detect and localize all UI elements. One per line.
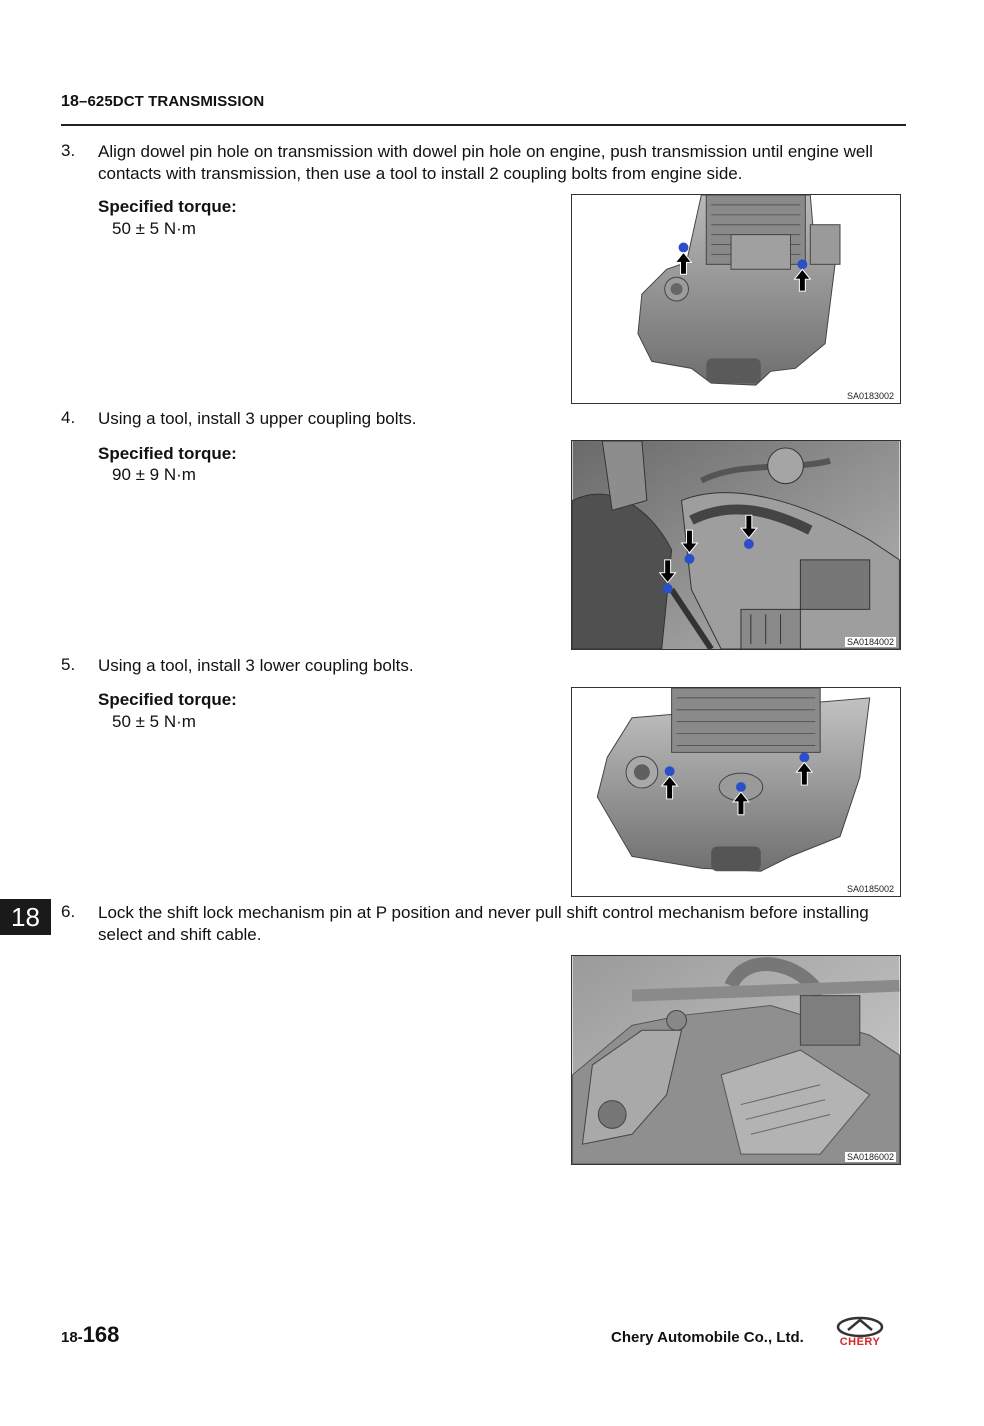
header-rule bbox=[61, 124, 906, 126]
step-6-text: Lock the shift lock mechanism pin at P position and never pull shift control mechanism before installing select and shift cable. bbox=[98, 903, 869, 944]
step-4-torque-label: Specified torque: bbox=[98, 444, 237, 463]
chapter-title: –625DCT TRANSMISSION bbox=[79, 93, 265, 110]
transmission-illustration bbox=[572, 195, 900, 403]
engine-bay-illustration bbox=[572, 441, 900, 649]
step-3-torque-label: Specified torque: bbox=[98, 197, 237, 216]
shift-lock-illustration bbox=[572, 956, 900, 1164]
figure-id: SA0185002 bbox=[846, 884, 894, 894]
page-number-value: 168 bbox=[82, 1322, 120, 1347]
step-3-number: 3. bbox=[61, 141, 76, 160]
logo-text: CHERY bbox=[839, 1336, 881, 1348]
chapter-tab: 18 bbox=[0, 899, 51, 935]
step-3-torque-value: 50 ± 5 N·m bbox=[112, 219, 196, 238]
step-3-text: Align dowel pin hole on transmission with dowel pin hole on engine, push transmission until engine well contacts with transmission, then use a tool to install 2 coupling bolts from engine side. bbox=[98, 142, 873, 183]
step-5-torque-value: 50 ± 5 N·m bbox=[112, 712, 196, 731]
figure-step-5 bbox=[571, 687, 901, 897]
page-prefix: 18- bbox=[61, 1329, 83, 1346]
step-6-number: 6. bbox=[61, 902, 76, 921]
page-header bbox=[61, 93, 264, 111]
figure-id: SA0183002 bbox=[846, 391, 894, 401]
step-4-number: 4. bbox=[61, 408, 76, 427]
page-number bbox=[61, 1322, 119, 1348]
company-name: Chery Automobile Co., Ltd. bbox=[611, 1329, 804, 1346]
figure-id: SA0184002 bbox=[846, 637, 894, 647]
step-5-number: 5. bbox=[61, 655, 76, 674]
step-4-text: Using a tool, install 3 upper coupling bolts. bbox=[98, 409, 417, 428]
figure-step-3 bbox=[571, 194, 901, 404]
step-4-torque-value: 90 ± 9 N·m bbox=[112, 465, 196, 484]
figure-step-4 bbox=[571, 440, 901, 650]
chapter-number: 18 bbox=[61, 93, 79, 110]
step-5-text: Using a tool, install 3 lower coupling bolts. bbox=[98, 656, 414, 675]
figure-id: SA0186002 bbox=[846, 1152, 894, 1162]
transmission-lower-illustration bbox=[572, 688, 900, 896]
step-5-torque-label: Specified torque: bbox=[98, 690, 237, 709]
figure-step-6 bbox=[571, 955, 901, 1165]
